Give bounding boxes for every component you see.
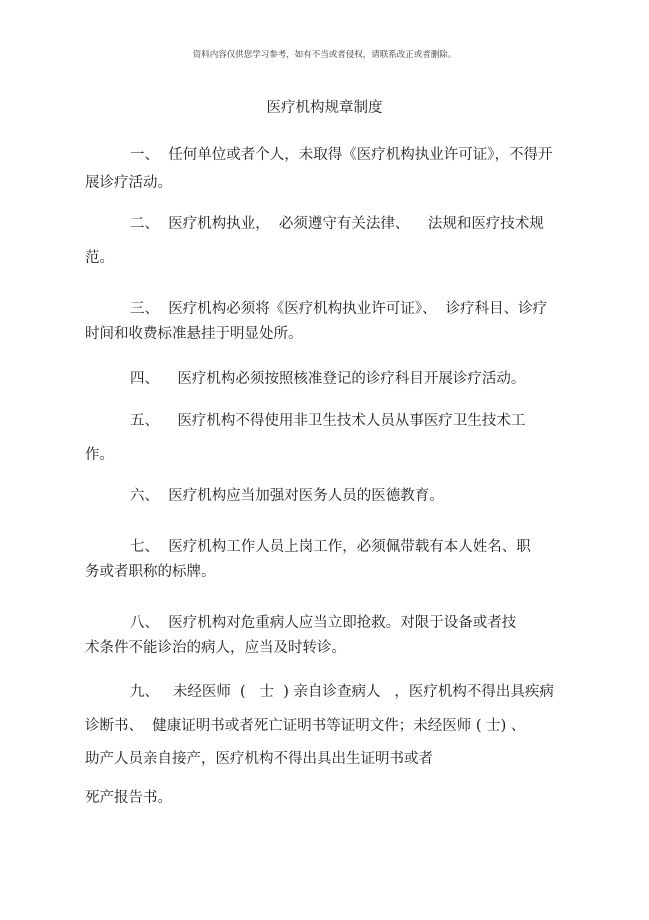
rule-3-line-2: 时间和收费标准悬挂于明显处所。 xyxy=(85,326,303,342)
header-notice: 资料内容仅供您学习参考，如有不当或者侵权，请联系改正或者删除。 xyxy=(192,50,457,60)
rule-4-line-1: 四、 医疗机构必须按照核准登记的诊疗科目开展诊疗活动。 xyxy=(130,371,526,387)
page-title: 医疗机构规章制度 xyxy=(266,100,383,116)
rule-1-line-2: 展诊疗活动。 xyxy=(85,175,172,191)
rule-2-line-2: 范。 xyxy=(85,250,114,266)
rule-9-line-2: 诊断书、 健康证明书或者死亡证明书等证明文件；未经医师 ( 士) 、 xyxy=(85,718,526,734)
rule-8-line-1: 八、 医疗机构对危重病人应当立即抢救。对限于设备或者技 xyxy=(130,615,517,631)
rule-8-line-2: 术条件不能诊治的病人，应当及时转诊。 xyxy=(85,640,346,656)
rule-1-line-1: 一、 任何单位或者个人，未取得《医疗机构执业许可证》，不得开 xyxy=(130,147,553,163)
rule-3-line-1: 三、 医疗机构必须将《医疗机构执业许可证》、 诊疗科目、诊疗 xyxy=(130,301,548,317)
rule-7-line-2: 务或者职称的标牌。 xyxy=(85,564,216,580)
rule-7-line-1: 七、 医疗机构工作人员上岗工作，必须佩带载有本人姓名、职 xyxy=(130,539,531,555)
rule-9-line-3: 助产人员亲自接产，医疗机构不得出具出生证明书或者 xyxy=(85,751,433,767)
rule-5-line-1: 五、 医疗机构不得使用非卫生技术人员从事医疗卫生技术工 xyxy=(130,413,526,429)
rule-9-line-1: 九、 未经医师 ( 士 ) 亲自诊查病人 ，医疗机构不得出具疾病 xyxy=(130,684,554,700)
rule-2-line-1: 二、 医疗机构执业， 必须遵守有关法律、 法规和医疗技术规 xyxy=(130,216,544,232)
rule-5-line-2: 作。 xyxy=(85,447,114,463)
rule-6-line-1: 六、 医疗机构应当加强对医务人员的医德教育。 xyxy=(130,488,444,504)
rule-9-line-4: 死产报告书。 xyxy=(85,790,172,806)
